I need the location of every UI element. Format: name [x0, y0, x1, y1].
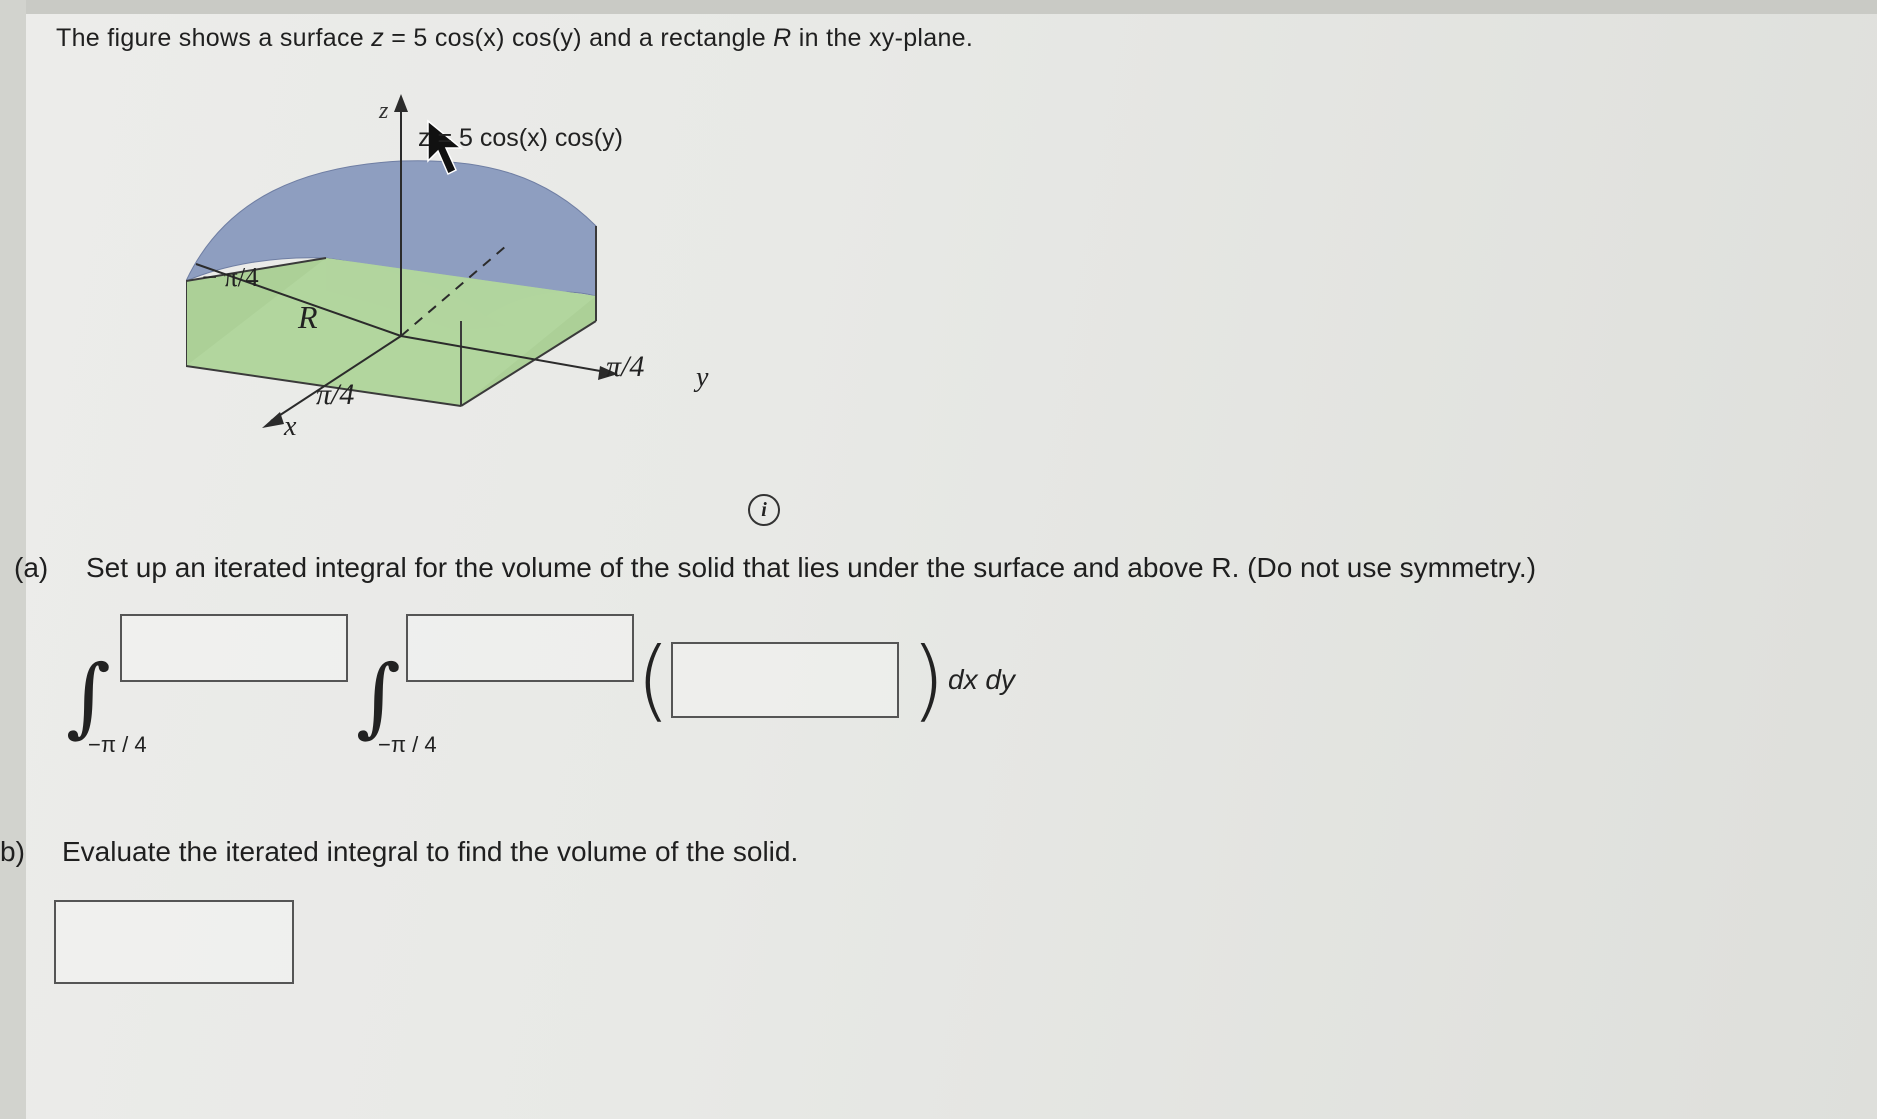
neg-pi4-label: − π/4 [202, 262, 259, 292]
part-b-label: b) [0, 836, 25, 867]
x-axis-label: x [284, 411, 297, 442]
integrand-input[interactable] [671, 642, 899, 718]
y-axis-label: y [696, 362, 709, 393]
outer-lower-limit: −π / 4 [88, 732, 147, 757]
z-axis-label: z [379, 98, 389, 124]
outer-integral-sign: ∫ [66, 647, 111, 747]
info-icon[interactable]: i [748, 494, 780, 526]
surface-figure [186, 86, 836, 526]
x-pi4-label: π/4 [316, 378, 355, 411]
part-b-text: Evaluate the iterated integral to find the volume of the solid. [62, 836, 799, 867]
y-pi4-label: π/4 [606, 350, 645, 383]
x-axis-arrow [262, 412, 284, 428]
region-R-label: R [298, 299, 318, 335]
right-paren: ) [911, 628, 946, 731]
screen-top-edge [0, 0, 1877, 14]
intro-surface-expression: 5 cos(x) cos(y) [413, 24, 582, 52]
problem-panel [0, 14, 1877, 1119]
intro-equals: = [384, 24, 414, 52]
part-a-question [14, 552, 1536, 584]
z-axis-arrow [394, 94, 408, 112]
surface-equation-label: z = 5 cos(x) cos(y) [418, 124, 623, 152]
part-a-text: Set up an iterated integral for the volume of the solid that lies under the surface and above R. (Do not use symmetry.) [86, 552, 1537, 583]
outer-upper-limit-input[interactable] [120, 614, 348, 682]
problem-intro [56, 24, 973, 53]
volume-answer-input[interactable] [54, 900, 294, 984]
intro-text-end: in the xy-plane. [791, 24, 974, 52]
intro-text: The figure shows a surface [56, 24, 372, 52]
differentials: dx dy [948, 664, 1015, 695]
inner-upper-limit-input[interactable] [406, 614, 634, 682]
left-paren: ( [636, 628, 671, 731]
intro-z-var: z [371, 24, 385, 52]
part-b-question [0, 836, 798, 868]
part-a-label: (a) [14, 552, 49, 583]
surface-diagram [186, 86, 836, 526]
intro-R-var: R [773, 24, 792, 52]
inner-lower-limit: −π / 4 [378, 732, 437, 757]
intro-text-mid: and a rectangle [581, 24, 774, 52]
inner-integral-sign: ∫ [356, 647, 401, 747]
